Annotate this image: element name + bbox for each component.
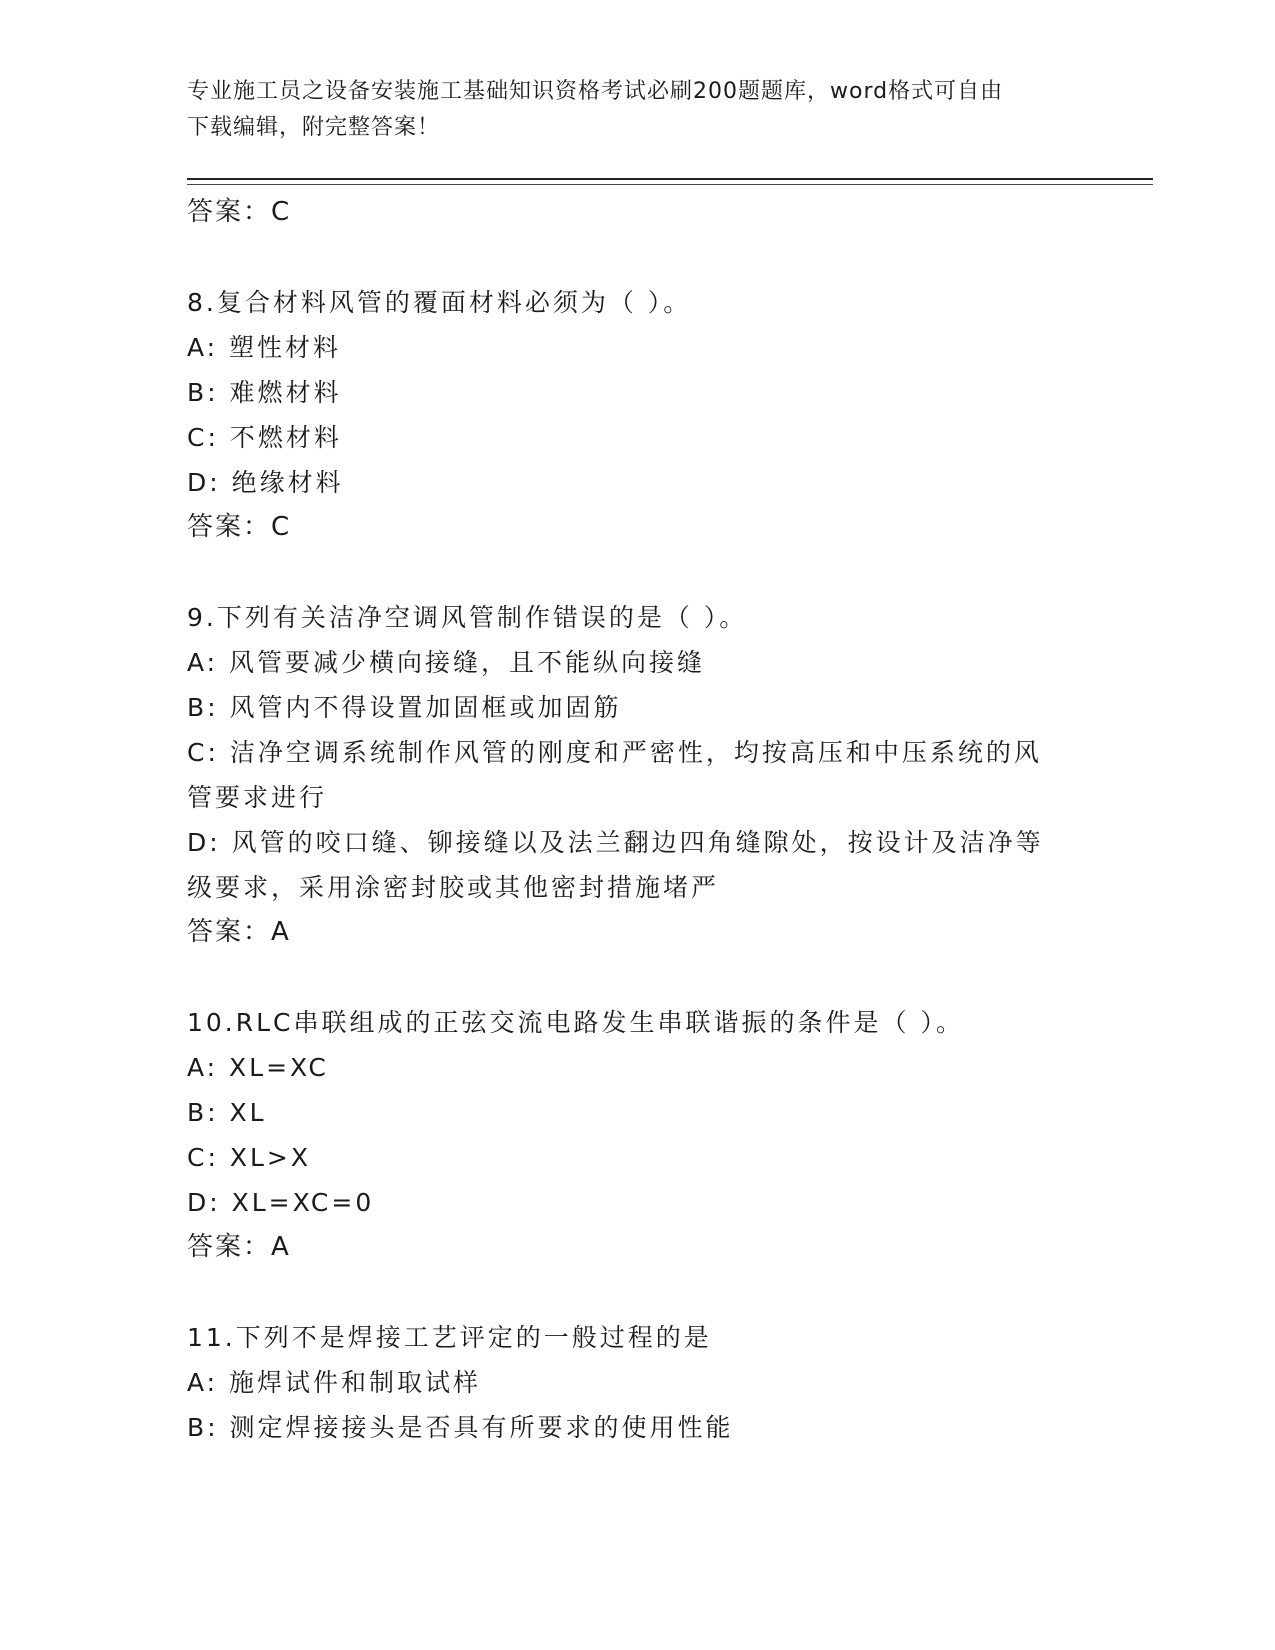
question-10-option-b: B: XL [187, 1098, 267, 1127]
header-divider-thick [187, 178, 1153, 180]
question-8-option-d: D: 绝缘材料 [187, 468, 344, 497]
question-10-answer: 答案：A [187, 1232, 291, 1262]
question-9-option-c: C: 洁净空调系统制作风管的刚度和严密性，均按高压和中压系统的风 [187, 738, 1042, 767]
question-10-option-c: C: XL>X [187, 1143, 311, 1172]
question-9-answer: 答案：A [187, 917, 291, 947]
question-8 [187, 280, 1087, 550]
question-8-option-c: C: 不燃材料 [187, 423, 342, 452]
question-10-option-a: A: XL=XC [187, 1053, 329, 1082]
question-8-answer: 答案：C [187, 512, 292, 542]
document-header [187, 74, 1067, 146]
header-line-1: 专业施工员之设备安装施工基础知识资格考试必刷200题题库，word格式可自由 [187, 79, 1004, 104]
question-9-option-d-continued: 级要求，采用涂密封胶或其他密封措施堵严 [187, 873, 720, 902]
question-11 [187, 1315, 1087, 1450]
question-11-option-b: B: 测定焊接接头是否具有所要求的使用性能 [187, 1413, 734, 1442]
question-9-option-b: B: 风管内不得设置加固框或加固筋 [187, 693, 622, 722]
question-9 [187, 595, 1087, 955]
header-divider-thin [187, 184, 1153, 185]
question-8-text: 8.复合材料风管的覆面材料必须为（ ）。 [187, 288, 692, 317]
previous-answer: 答案：C [187, 197, 292, 227]
question-9-option-c-continued: 管要求进行 [187, 783, 328, 812]
question-10-option-d: D: XL=XC=0 [187, 1188, 375, 1217]
question-11-option-a: A: 施焊试件和制取试样 [187, 1368, 482, 1397]
header-line-2: 下载编辑，附完整答案！ [187, 115, 441, 140]
question-9-option-a: A: 风管要减少横向接缝，且不能纵向接缝 [187, 648, 706, 677]
document-body [187, 190, 1087, 1450]
question-10 [187, 1000, 1087, 1270]
question-9-text: 9.下列有关洁净空调风管制作错误的是（ ）。 [187, 603, 748, 632]
question-8-option-a: A: 塑性材料 [187, 333, 342, 362]
question-8-option-b: B: 难燃材料 [187, 378, 342, 407]
question-10-text: 10.RLC串联组成的正弦交流电路发生串联谐振的条件是（ ）。 [187, 1008, 964, 1037]
question-11-text: 11.下列不是焊接工艺评定的一般过程的是 [187, 1323, 712, 1352]
question-9-option-d: D: 风管的咬口缝、铆接缝以及法兰翻边四角缝隙处，按设计及洁净等 [187, 828, 1044, 857]
